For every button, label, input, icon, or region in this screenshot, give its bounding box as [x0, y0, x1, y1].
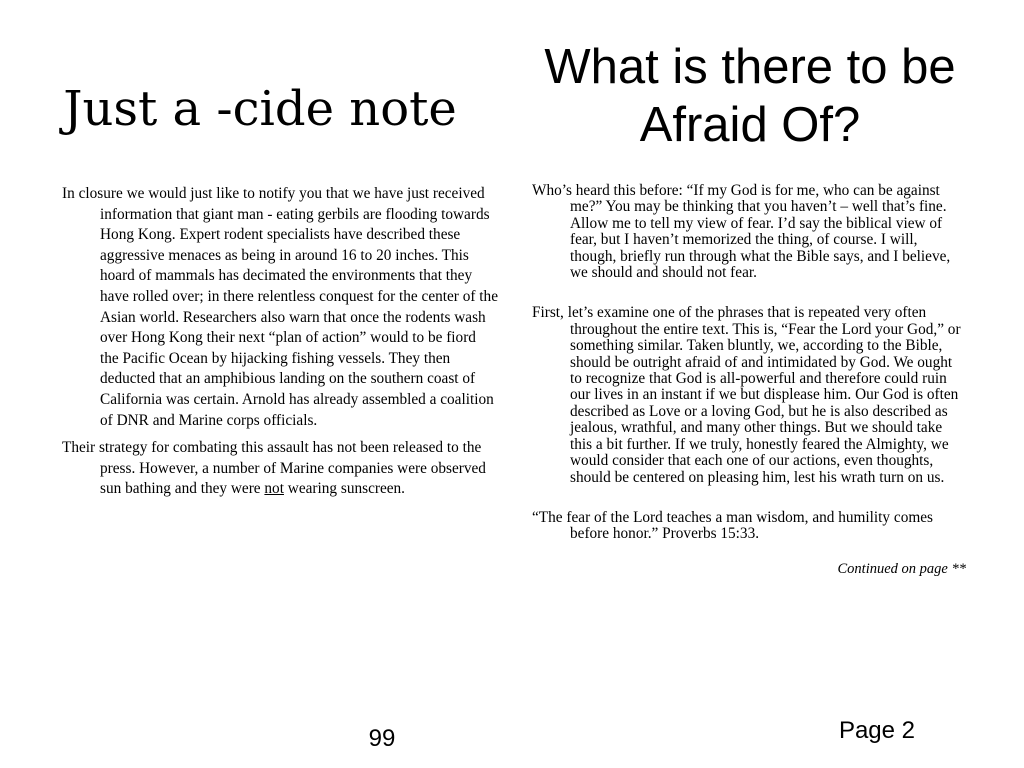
right-page-number: Page 2 — [838, 717, 916, 744]
continued-note: Continued on page ** — [837, 560, 966, 577]
underlined-word: not — [264, 480, 284, 498]
left-page-title: Just a -cide note — [63, 81, 457, 137]
left-paragraph-2-start: Their strategy for combating this assault has not been released to the press. However, a number of Marine companies were observed sun bathing and they were — [62, 439, 486, 498]
left-page-number: 99 — [368, 725, 396, 752]
right-paragraph-3: “The fear of the Lord teaches a man wisdom, and humility comes before honor.” Proverbs 15:33. — [532, 508, 933, 543]
right-page-body — [532, 183, 966, 601]
left-paragraph-2-end: wearing sunscreen. — [287, 480, 406, 498]
left-page-body — [62, 184, 498, 507]
right-paragraph-1: Who’s heard this before: “If my God is for me, who can be against me?” You may be thinking that you haven’t – well that’s fine. Allow me to tell my view of fear. I’d say the biblical view of fear, but I haven’t memorized the thing, of course. I will, though, briefly run through what the Bible says, and I believe, we should and should not fear. — [532, 182, 951, 282]
right-paragraph-2: First, let’s examine one of the phrases that is repeated very often throughout the entire text. This is, “Fear the Lord your God,” or something similar. Taken bluntly, we, according to the Bible, should be outright afraid of and intimidated by God. We ought to recognize that God is all-powerful and therefore could ruin our lives in an instant if we but displease him. Our God is often described as Love or a loving God, but he is also described as jealous, wrathful, and many other things. But we should take this a bit further. If we truly, honestly feared the Almighty, we would consider that each one of our actions, even thoughts, should be centered on pleasing him, lest his wrath turn on us. — [532, 304, 961, 486]
left-paragraph-2 — [62, 438, 498, 500]
left-paragraph-1: In closure we would just like to notify you that we have just received information that giant man - eating gerbils are flooding towards Hong Kong. Expert rodent specialists have described these aggressive menaces as being in around 16 to 20 inches. This hoard of mammals has decimated the environments that they have rolled over; in there relentless conquest for the center of the Asian world. Researchers also warn that once the rodents wash over Hong Kong their next “plan of action” would to be fiord the Pacific Ocean by hijacking fishing vessels. They then deducted that an amphibious landing on the southern coast of California was certain. Arnold has already assembled a coalition of DNR and Marine corps officials. — [62, 185, 498, 429]
right-page-title: What is there to be Afraid Of? — [544, 40, 956, 152]
